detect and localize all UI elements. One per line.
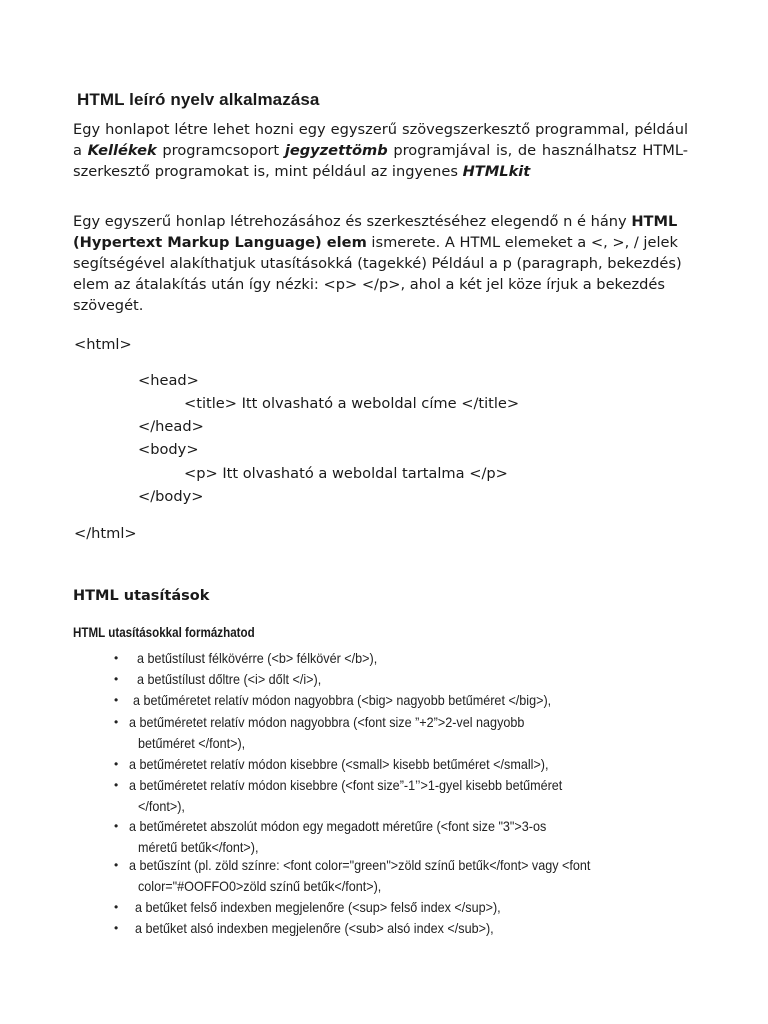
code-body-open: <body> <box>138 441 199 458</box>
list-item-text: a betűméretet relatív módon kisebbre (<small> kisebb betűméret </small>), <box>129 756 549 772</box>
kellekek-term: Kellékek <box>87 142 157 159</box>
elements-text-1: Egy egyszerű honlap létrehozásához és szerkesztéséhez elegendő n é hány <box>73 213 632 230</box>
code-html-close: </html> <box>74 525 137 542</box>
list-item-text: a betűstílust dőltre (<i> dőlt </i>), <box>137 671 322 687</box>
code-body-close: </body> <box>138 488 204 505</box>
bullet-icon: • <box>114 693 119 707</box>
page-title: HTML leíró nyelv alkalmazása <box>77 90 320 109</box>
bullet-icon: • <box>114 672 119 686</box>
code-head-close: </head> <box>138 418 204 435</box>
list-item-text: a betűméretet relatív módon kisebbre (<font size”-1’’>1-gyel kisebb betűméret <box>129 777 563 793</box>
intro-paragraph <box>73 119 688 182</box>
list-item-text: a betűméretet relatív módon nagyobbra (<big> nagyobb betűméret </big>), <box>133 692 552 708</box>
html-elements-paragraph <box>73 211 688 316</box>
bullet-icon: • <box>114 900 119 914</box>
code-title-line: <title> Itt olvasható a weboldal címe </title> <box>184 395 520 412</box>
bullet-icon: • <box>114 858 119 872</box>
html-term: HTML (Hypertext Markup Language) elem <box>73 213 678 251</box>
list-item-text: a betűket alsó indexben megjelenőre (<sub> alsó index </sub>), <box>135 920 494 936</box>
intro-text-2: programcsoport <box>156 142 285 159</box>
list-item-text: a betűméretet abszolút módon egy megadott méretűre (<font size "3">3-os <box>129 818 547 834</box>
bullet-icon: • <box>114 921 119 935</box>
section-heading: HTML utasítások <box>73 588 210 604</box>
code-head-open: <head> <box>138 372 199 389</box>
bullet-icon: • <box>114 819 119 833</box>
code-html-open: <html> <box>74 336 132 353</box>
jegyzettomb-term: jegyzettömb <box>284 142 388 159</box>
list-item-text-cont: </font>), <box>138 798 185 814</box>
intro-text-3: programjával is, de használhatsz HTML-szerkesztő programokat is, mint például az ingyenes <box>73 142 688 180</box>
list-item-text-cont: betűméret </font>), <box>138 735 246 751</box>
intro-text-1: Egy honlapot létre lehet hozni egy egyszerű szövegszerkesztő programmal, például a <box>73 121 688 159</box>
list-item-text: a betűket felső indexben megjelenőre (<sup> felső index </sup>), <box>135 899 501 915</box>
bullet-icon: • <box>114 651 119 665</box>
elements-text-2: ismerete. A HTML elemeket a <, >, / jelek segítségével alakíthatjuk utasításokká (tagekké) Például a p (paragraph, bekezdés) elem az átalakítás után így nézki: <p> </p>, ahol a két jel köze írjuk a bekezdés szövegét. <box>73 234 682 314</box>
list-item-text-cont: color="#OOFFO0>zöld színű betűk</font>), <box>138 878 382 894</box>
bullet-icon: • <box>114 778 119 792</box>
list-item-text-cont: méretű betűk</font>), <box>138 839 259 855</box>
list-item-text: a betűméretet relatív módon nagyobbra (<font size ”+2”>2-vel nagyobb <box>129 714 525 730</box>
list-item-text: a betűstílust félkövérre (<b> félkövér </b>), <box>137 650 378 666</box>
subsection-heading: HTML utasításokkal formázhatod <box>73 625 255 640</box>
code-p-line: <p> Itt olvasható a weboldal tartalma </p> <box>184 465 508 482</box>
bullet-icon: • <box>114 715 119 729</box>
list-item-text: a betűszínt (pl. zöld színre: <font color="green">zöld színű betűk</font> vagy <font <box>129 857 591 873</box>
bullet-icon: • <box>114 757 119 771</box>
htmlkit-term: HTMLkit <box>462 163 531 180</box>
